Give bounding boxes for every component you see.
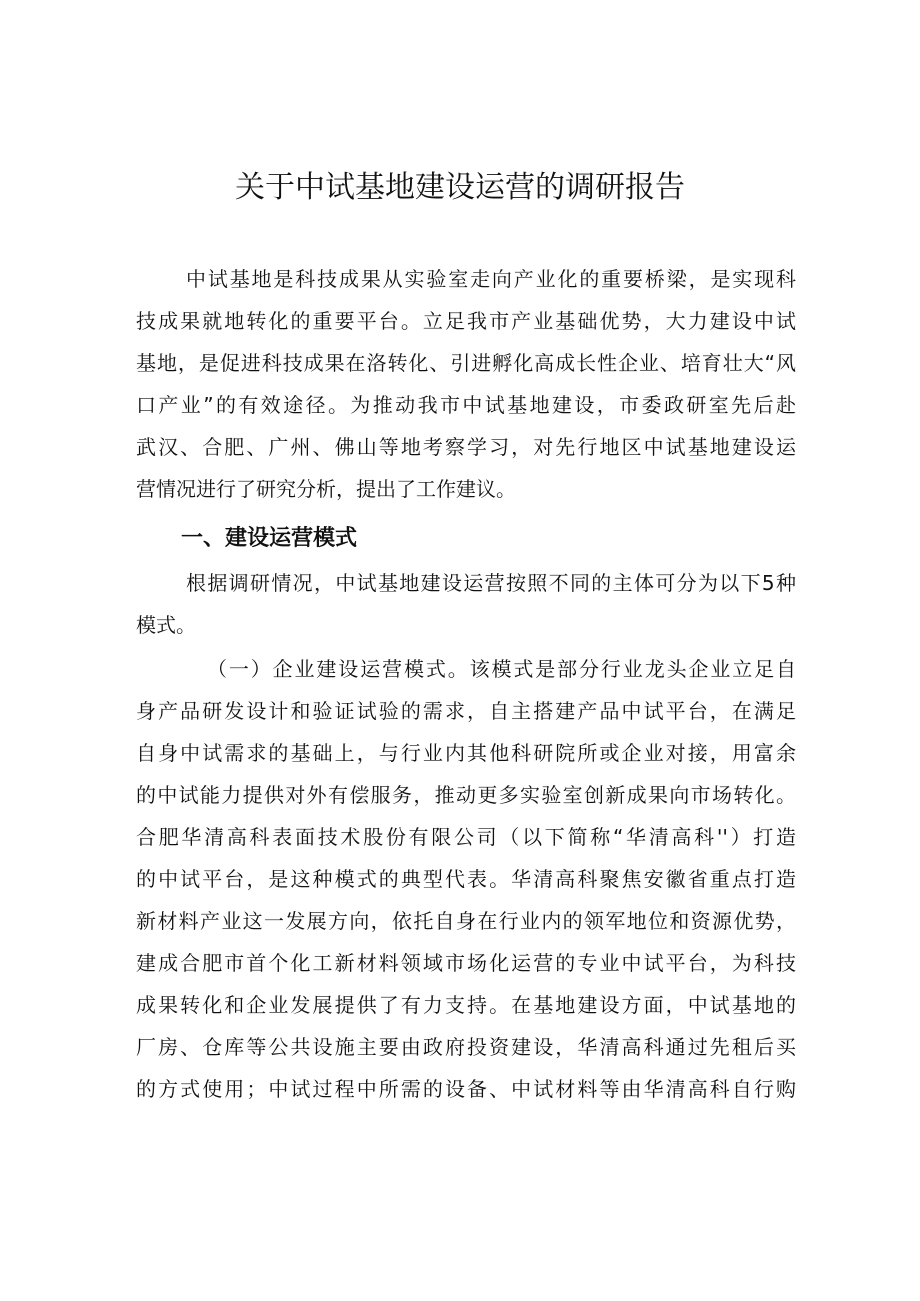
intro-line: 口产业”的有效途径。为推动我市中试基地建设，市委政研室先后赴 (136, 393, 796, 417)
section-intro-line: 根据调研情况，中试基地建设运营按照不同的主体可分为以下5种 (186, 571, 796, 595)
subsection-line: 成果转化和企业发展提供了有力支持。在基地建设方面，中试基地的 (136, 993, 796, 1017)
subsection-line: 自身中试需求的基础上，与行业内其他科研院所或企业对接，用富余 (136, 741, 796, 765)
intro-line: 中试基地是科技成果从实验室走向产业化的重要桥梁，是实现科 (186, 267, 796, 291)
intro-line: 武汉、合肥、广州、佛山等地考察学习，对先行地区中试基地建设运 (136, 435, 796, 459)
subsection-line: 厂房、仓库等公共设施主要由政府投资建设，华清高科通过先租后买 (136, 1035, 796, 1059)
subsection-line: 身产品研发设计和验证试验的需求，自主搭建产品中试平台，在满足 (136, 699, 796, 723)
section-heading: 一、建设运营模式 (181, 526, 358, 551)
subsection-line: 的中试平台，是这种模式的典型代表。华清高科聚焦安徽省重点打造 (136, 867, 796, 891)
intro-line: 技成果就地转化的重要平台。立足我市产业基础优势，大力建设中试 (136, 309, 796, 333)
subsection-line: 的方式使用；中试过程中所需的设备、中试材料等由华清高科自行购 (136, 1077, 796, 1101)
subsection-line: （一）企业建设运营模式。该模式是部分行业龙头企业立足自 (207, 657, 796, 681)
subsection-line: 的中试能力提供对外有偿服务，推动更多实验室创新成果向市场转化。 (136, 783, 796, 807)
document-title: 关于中试基地建设运营的调研报告 (235, 170, 685, 205)
intro-line: 营情况进行了研究分析，提出了工作建议。 (136, 477, 516, 501)
subsection-line: 新材料产业这一发展方向，依托自身在行业内的领军地位和资源优势， (136, 909, 796, 933)
subsection-line: 合肥华清高科表面技术股份有限公司（以下简称“华清高科''）打造 (136, 825, 796, 849)
intro-line: 基地，是促进科技成果在洛转化、引进孵化高成长性企业、培育壮大“风 (136, 351, 796, 375)
subsection-line: 建成合肥市首个化工新材料领域市场化运营的专业中试平台，为科技 (136, 951, 796, 975)
section-intro-line: 模式。 (136, 613, 196, 637)
